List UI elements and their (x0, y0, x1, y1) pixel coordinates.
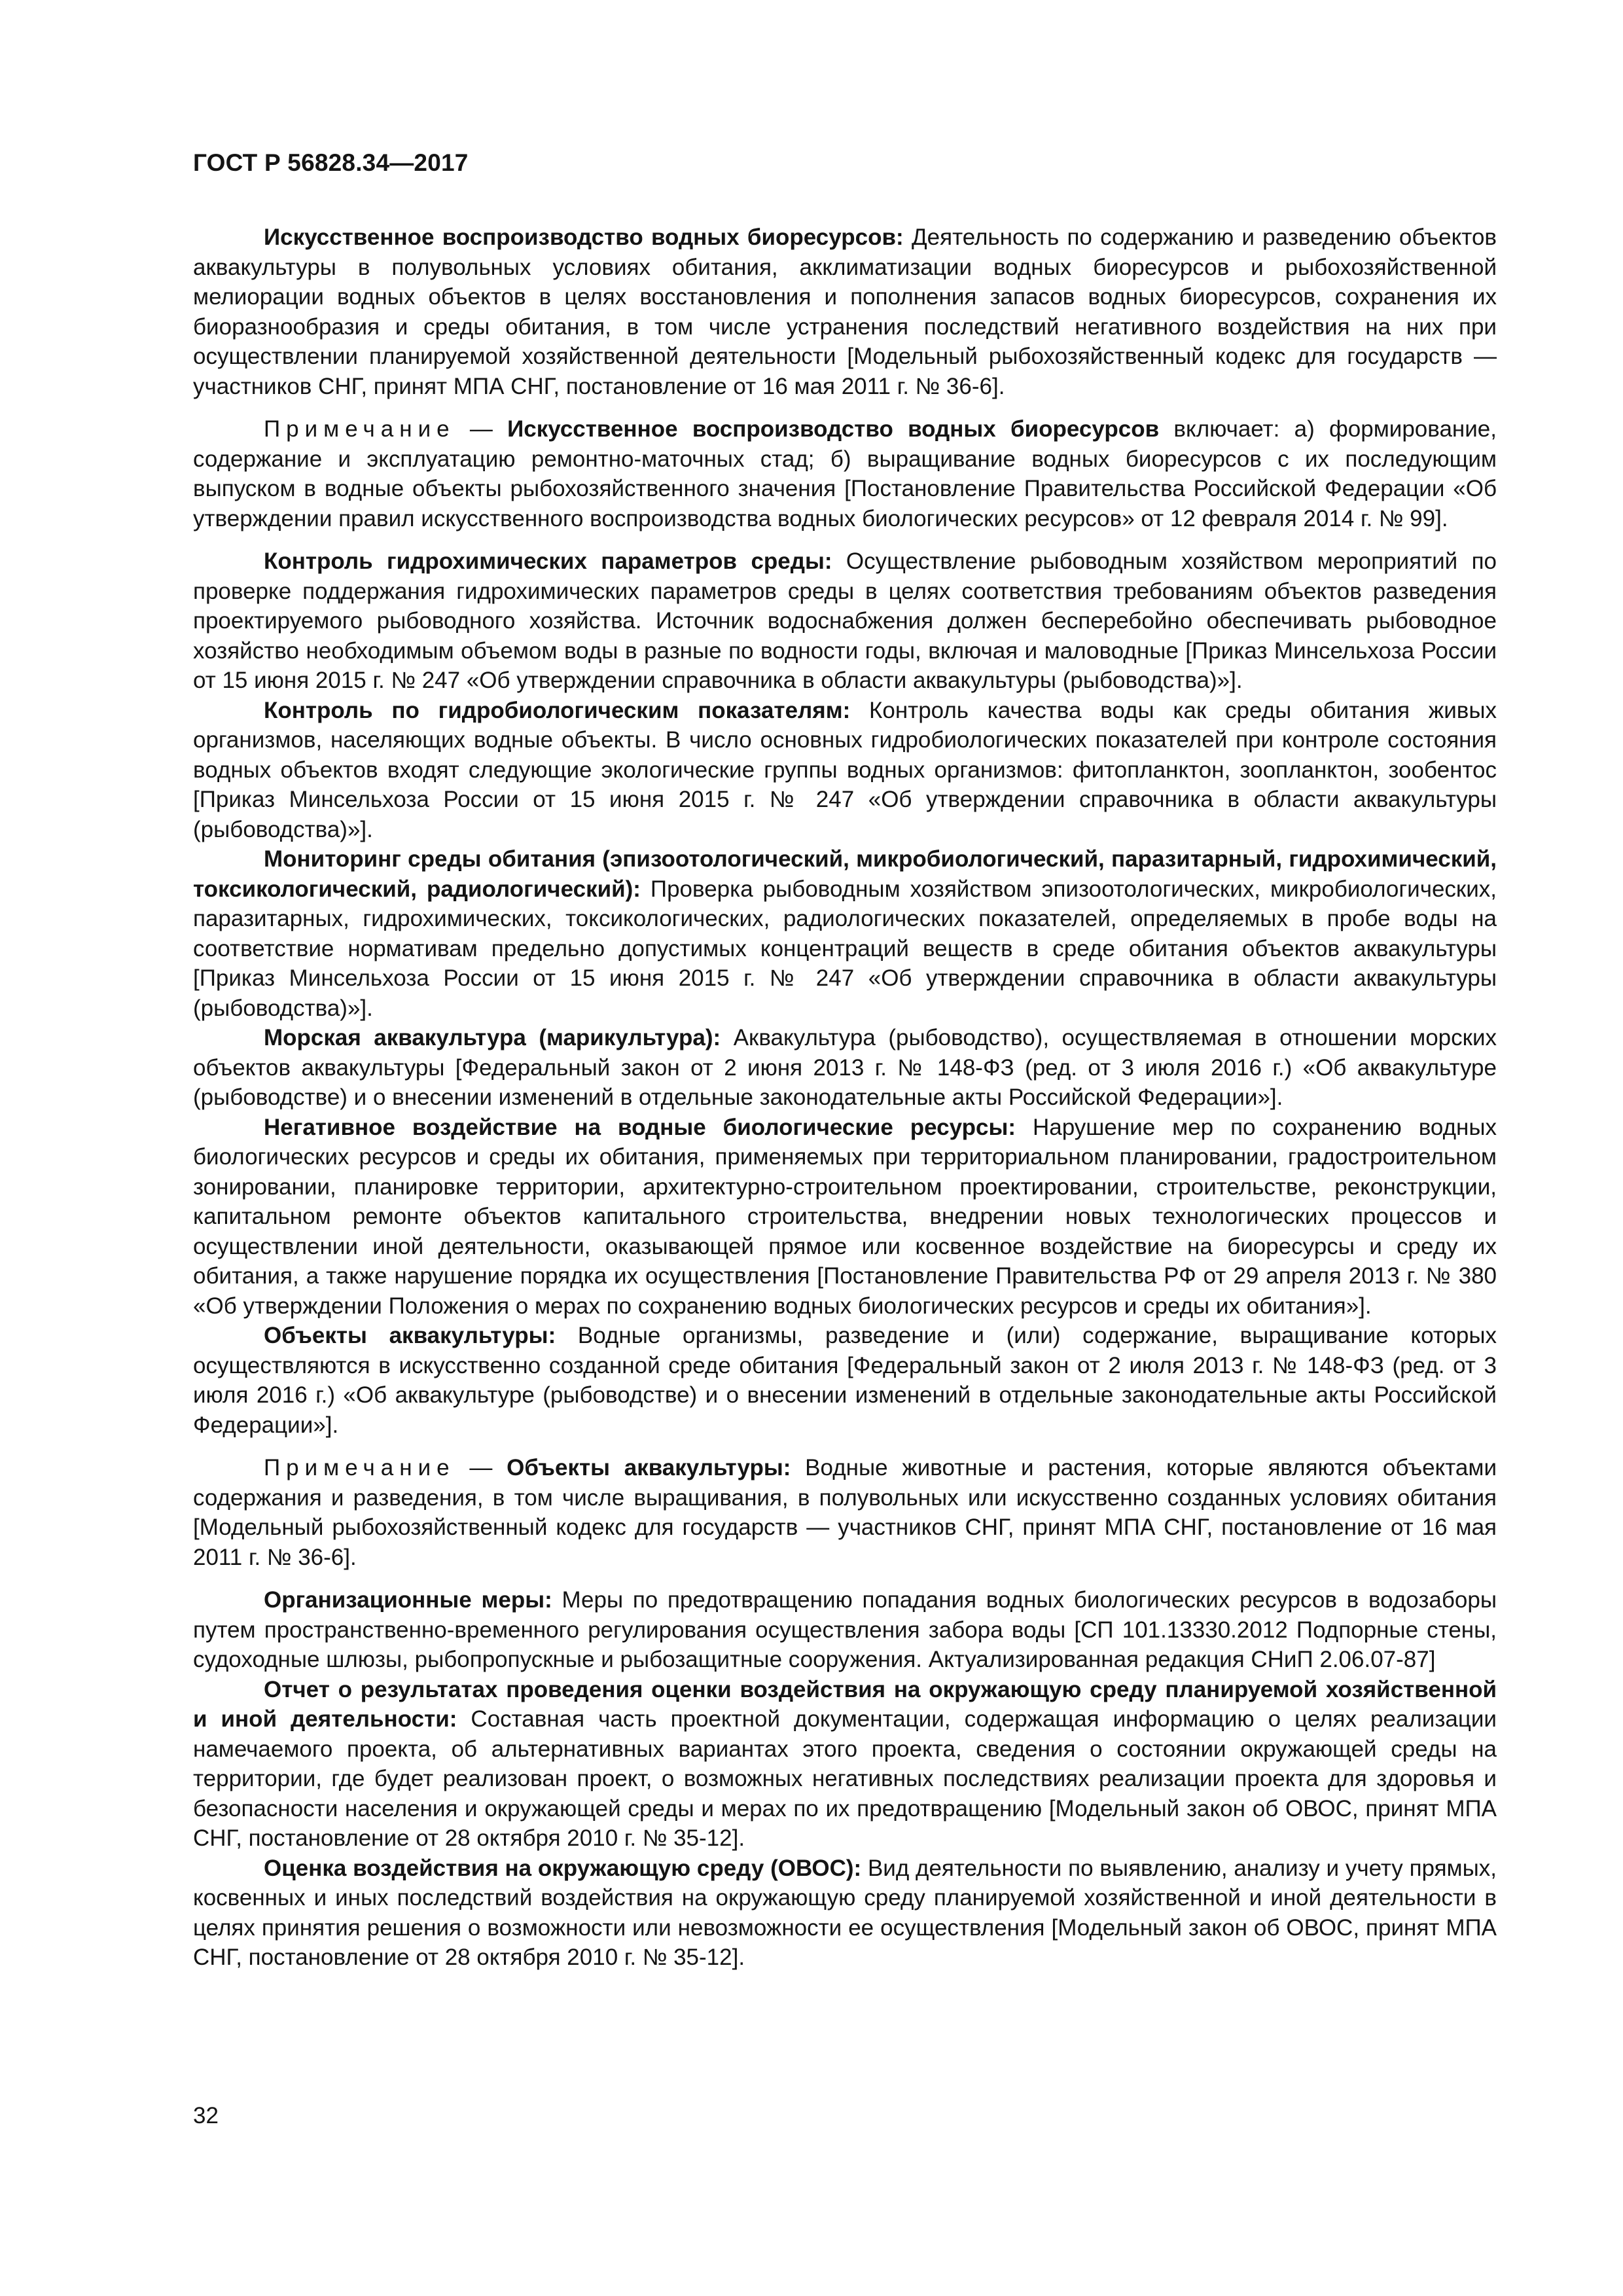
definition-aquaculture-objects (193, 1321, 1497, 1440)
definition-hydrobiological-control (193, 696, 1497, 845)
term: Объекты аквакультуры: (264, 1323, 556, 1348)
definition-organizational-measures (193, 1585, 1497, 1675)
definition-habitat-monitoring (193, 844, 1497, 1023)
page-number: 32 (193, 2103, 219, 2128)
term: Искусственное воспроизводство водных биоресурсов (507, 416, 1160, 442)
note-artificial-reproduction (193, 414, 1497, 533)
term: Объекты аквакультуры: (507, 1455, 791, 1480)
note-label: Примечание (264, 416, 455, 442)
definition-eia (193, 1854, 1497, 1973)
definition-text: Контроль качества воды как среды обитания живых организмов, населяющих водные объекты. В число основных гидробиологических показателей при контроле состояния водных объектов входят следующие экологические группы водных организмов: фитопланктон, зоопланктон, зообентос [Приказ Минсельхоза России от 15 июня 2015 г. № 247 «Об утверждении справочника в области аквакультуры (рыбоводства)»]. (193, 697, 1497, 842)
definition-text: Деятельность по содержанию и разведению объектов аквакультуры в полувольных условиях обитания, акклиматизации водных биоресурсов и рыбохозяйственной мелиорации водных объектов в целях восстановления и пополнения запасов водных биоресурсов, сохранения их биоразнообразия и среды обитания, в том числе устранения последствий негативного воздействия на них при осуществлении планируемой хозяйственной деятельности [Модельный рыбохозяйственный кодекс для государств — участников СНГ, принят МПА СНГ, постановление от 16 мая 2011 г. № 36-6]. (193, 224, 1497, 399)
term: Мониторинг среды обитания (эпизоотологический, микробиологический, паразитарный, гидрохимический, токсикологический, радиологический): (193, 846, 1497, 902)
document-header: ГОСТ Р 56828.34—2017 (193, 149, 469, 176)
term: Искусственное воспроизводство водных биоресурсов: (264, 224, 904, 250)
note-text: включает: а) формирование, содержание и эксплуатацию ремонтно-маточных стад; б) выращивание водных биоресурсов с их последующим выпуском в водные объекты рыбохозяйственного значения [Постановление Правительства Российской Федерации «Об утверждении правил искусственного воспроизводства водных биологических ресурсов» от 12 февраля 2014 г. № 99]. (193, 416, 1497, 531)
definition-artificial-reproduction (193, 223, 1497, 401)
document-body (193, 223, 1497, 1973)
term: Контроль гидрохимических параметров среды: (264, 548, 832, 574)
term: Организационные меры: (264, 1587, 552, 1613)
definition-text: Нарушение мер по сохранению водных биологических ресурсов и среды их обитания, применяемых при территориальном планировании, градостроительном зонировании, планировке территории, архитектурно-строительном проектировании, строительстве, реконструкции, капитальном ремонте объектов капитального строительства, внедрении новых технологических процессов и осуществлении иной деятельности, оказывающей прямое или косвенное воздействие на биоресурсы и среду их обитания, а также нарушение порядка их осуществления [Постановление Правительства РФ от 29 апреля 2013 г. № 380 «Об утверждении Положения о мерах по сохранению водных биологических ресурсов и среды их обитания»]. (193, 1114, 1497, 1319)
note-text: Водные животные и растения, которые являются объектами содержания и разведения, в том числе выращивания, в полувольных или искусственно созданных условиях обитания [Модельный рыбохозяйственный кодекс для государств — участников СНГ, принят МПА СНГ, постановление от 16 мая 2011 г. № 36-6]. (193, 1455, 1497, 1570)
definition-negative-impact (193, 1113, 1497, 1321)
definition-text: Вид деятельности по выявлению, анализу и учету прямых, косвенных и иных последствий воздействия на окружающую среду планируемой хозяйственной и иной деятельности в целях принятия решения о возможности или невозможности ее осуществления [Модельный закон об ОВОС, принят МПА СНГ, постановление от 28 октября 2010 г. № 35-12]. (193, 1855, 1497, 1970)
definition-text: Водные организмы, разведение и (или) содержание, выращивание которых осуществляются в искусственно созданной среде обитания [Федеральный закон от 2 июля 2013 г. № 148-ФЗ (ред. от 3 июля 2016 г.) «Об аквакультуре (рыбоводстве) и о внесении изменений в отдельные законодательные акты Российской Федерации»]. (193, 1323, 1497, 1438)
term: Негативное воздействие на водные биологические ресурсы: (264, 1114, 1016, 1140)
note-aquaculture-objects (193, 1453, 1497, 1572)
definition-text: Меры по предотвращению попадания водных биологических ресурсов в водозаборы путем пространственно-временного регулирования осуществления забора воды [СП 101.13330.2012 Подпорные стены, судоходные шлюзы, рыбопропускные и рыбозащитные сооружения. Актуализированная редакция СНиП 2.06.07-87] (193, 1587, 1497, 1672)
definition-eia-report (193, 1675, 1497, 1854)
definition-mariculture (193, 1023, 1497, 1113)
definition-hydrochemical-control (193, 547, 1497, 696)
definition-text: Проверка рыбоводным хозяйством эпизоотологических, микробиологических, паразитарных, гидрохимических, токсикологических, радиологических показателей, определяемых в пробе воды на соответствие нормативам предельно допустимых концентраций веществ в среде обитания объектов аквакультуры [Приказ Минсельхоза России от 15 июня 2015 г. № 247 «Об утверждении справочника в области аквакультуры (рыбоводства)»]. (193, 876, 1497, 1021)
term: Отчет о результатах проведения оценки воздействия на окружающую среду планируемой хозяйственной и иной деятельности: (193, 1676, 1497, 1732)
definition-text: Осуществление рыбоводным хозяйством мероприятий по проверке поддержания гидрохимических параметров среды в целях соответствия требованиям объектов разведения проектируемого рыбоводного хозяйства. Источник водоснабжения должен бесперебойно обеспечивать рыбоводное хозяйство необходимым объемом воды в разные по водности годы, включая и маловодные [Приказ Минсельхоза России от 15 июня 2015 г. № 247 «Об утверждении справочника в области аквакультуры (рыбоводства)»]. (193, 548, 1497, 693)
term: Оценка воздействия на окружающую среду (ОВОС): (264, 1855, 862, 1881)
note-dash: — (455, 416, 508, 442)
definition-text: Аквакультура (рыбоводство), осуществляемая в отношении морских объектов аквакультуры [Федеральный закон от 2 июня 2013 г. № 148-ФЗ (ред. от 3 июля 2016 г.) «Об аквакультуре (рыбоводстве) и о внесении изменений в отдельные законодательные акты Российской Федерации»]. (193, 1025, 1497, 1110)
term: Контроль по гидробиологическим показателям: (264, 697, 851, 723)
note-dash: — (455, 1455, 507, 1480)
definition-text: Составная часть проектной документации, содержащая информацию о целях реализации намечаемого проекта, об альтернативных вариантах этого проекта, сведения о состоянии окружающей среды на территории, где будет реализован проект, о возможных негативных последствиях реализации проекта для здоровья и безопасности населения и окружающей среды и мерах по их предотвращению [Модельный закон об ОВОС, принят МПА СНГ, постановление от 28 октября 2010 г. № 35-12]. (193, 1706, 1497, 1851)
term: Морская аквакультура (марикультура): (264, 1025, 721, 1050)
note-label: Примечание (264, 1455, 455, 1480)
